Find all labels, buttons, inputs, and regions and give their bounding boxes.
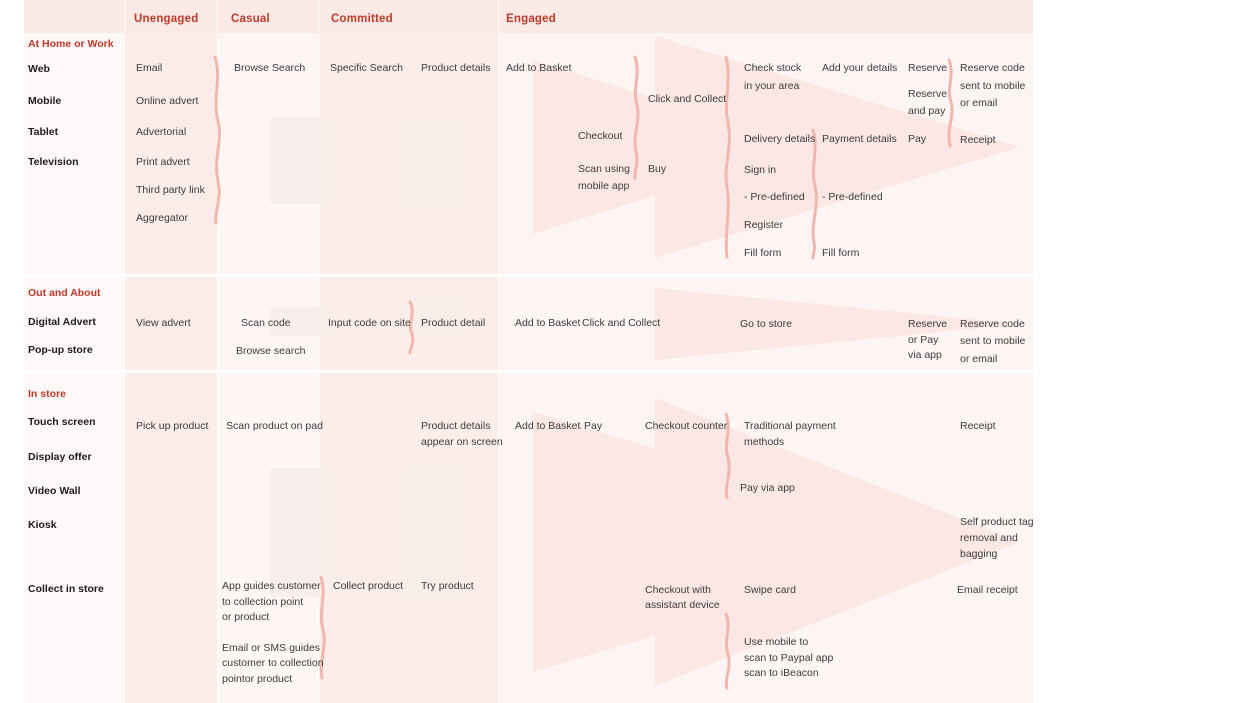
row-label-touch-screen: Touch screen: [28, 416, 96, 428]
cell-store-casual-email-sms-1: Email or SMS guides: [222, 642, 321, 654]
column-header-unengaged: Unengaged: [134, 13, 199, 25]
band-title-store: In store: [28, 388, 66, 400]
placeholder-box-1: [270, 117, 332, 204]
cell-store-casual-email-sms-2: customer to collection: [222, 657, 324, 669]
cell-home-engaged-add-to-basket: Add to Basket: [506, 62, 572, 74]
cell-store-engaged-scan-paypal: scan to Paypal app: [744, 652, 834, 664]
gridline-1: [124, 0, 125, 703]
placeholder-box-3: [136, 55, 203, 230]
brace-icon-mobilepay-store: [721, 612, 735, 690]
funnel-tail-store: [533, 412, 655, 672]
row-label-collect-in-store: Collect in store: [28, 583, 104, 595]
band-title-out: Out and About: [28, 287, 101, 299]
cell-store-committed-collect-product: Collect product: [333, 580, 404, 592]
cell-store-engaged-pay: Pay: [584, 420, 603, 432]
placeholder-box-7: [136, 468, 203, 597]
brace-icon-unengaged-home: [210, 55, 226, 225]
cell-home-committed-product-details: Product details: [421, 62, 491, 74]
cell-home-engaged-delivery-details: Delivery details: [744, 133, 816, 145]
cell-home-engaged-predefined-1: - Pre-defined: [744, 191, 805, 203]
cell-home-unengaged-third-party-link: Third party link: [136, 184, 205, 196]
row-label-video-wall: Video Wall: [28, 485, 81, 497]
cell-store-engaged-self-product-tag: Self product tag: [960, 516, 1034, 528]
cell-home-engaged-reserve-and-pay-1: Reserve: [908, 88, 948, 100]
cell-home-engaged-register: Register: [744, 219, 784, 231]
cell-out-engaged-go-to-store: Go to store: [740, 318, 792, 330]
cell-out-engaged-reserve: Reserve: [908, 318, 948, 330]
cell-home-engaged-scan-using: Scan using: [578, 163, 630, 175]
row-label-tablet: Tablet: [28, 126, 59, 138]
cell-store-committed-appear-on-screen: appear on screen: [421, 436, 503, 448]
cell-store-engaged-assistant-device: assistant device: [645, 599, 720, 611]
cell-out-engaged-add-to-basket: Add to Basket: [515, 317, 581, 329]
cell-home-unengaged-print-advert: Print advert: [136, 156, 190, 168]
brace-icon-checkout-home: [721, 55, 735, 260]
gridline-4: [498, 0, 499, 703]
column-header-engaged: Engaged: [506, 13, 556, 25]
cell-home-engaged-payment-details: Payment details: [822, 133, 897, 145]
cell-store-engaged-swipe-card: Swipe card: [744, 584, 796, 596]
cell-home-engaged-reserve-and-pay-2: and pay: [908, 105, 946, 117]
cell-out-engaged-or-pay: or Pay: [908, 334, 939, 346]
row-label-popup-store: Pop-up store: [28, 344, 93, 356]
cell-home-engaged-reserve: Reserve: [908, 62, 948, 74]
cell-store-casual-app-guides-3: or product: [222, 611, 270, 623]
cell-store-engaged-email-receipt: Email receipt: [957, 584, 1018, 596]
row-label-kiosk: Kiosk: [28, 519, 57, 531]
cell-store-committed-try-product: Try product: [421, 580, 474, 592]
cell-out-engaged-sent-to-mobile: sent to mobile: [960, 335, 1026, 347]
cell-home-engaged-add-your-details: Add your details: [822, 62, 898, 74]
cell-home-engaged-predefined-2: - Pre-defined: [822, 191, 883, 203]
cell-store-engaged-use-mobile-to: Use mobile to: [744, 636, 809, 648]
band-title-home: At Home or Work: [28, 38, 114, 50]
cell-store-casual-app-guides-1: App guides customer: [222, 580, 321, 592]
cell-store-engaged-add-to-basket: Add to Basket: [515, 420, 581, 432]
cell-home-unengaged-aggregator: Aggregator: [136, 212, 188, 224]
cell-out-engaged-via-app: via app: [908, 349, 942, 361]
cell-store-casual-scan-product: Scan product on pad: [226, 420, 323, 432]
cell-home-engaged-checkout: Checkout: [578, 130, 623, 142]
cell-home-engaged-reserve-code: Reserve code: [960, 62, 1025, 74]
cell-store-engaged-receipt: Receipt: [960, 420, 996, 432]
cell-store-engaged-removal-and: removal and: [960, 532, 1018, 544]
cell-home-engaged-mobile-app: mobile app: [578, 180, 630, 192]
cell-store-engaged-pay-via-app: Pay via app: [740, 482, 795, 494]
cell-store-unengaged-pick-up-product: Pick up product: [136, 420, 209, 432]
band-separator-2: [24, 370, 1033, 373]
cell-out-casual-scan-code: Scan code: [241, 317, 291, 329]
cell-store-engaged-scan-ibeacon: scan to iBeacon: [744, 667, 819, 679]
brace-icon-basket-home: [630, 55, 644, 180]
brace-icon-payment-home: [808, 128, 822, 260]
row-label-web: Web: [28, 63, 50, 75]
cell-out-engaged-reserve-code: Reserve code: [960, 318, 1025, 330]
cell-home-unengaged-advertorial: Advertorial: [136, 126, 187, 138]
cell-home-engaged-click-and-collect: Click and Collect: [648, 93, 727, 105]
cell-store-engaged-checkout-counter: Checkout counter: [645, 420, 728, 432]
cell-home-casual-browse-search: Browse Search: [234, 62, 306, 74]
cell-home-engaged-receipt: Receipt: [960, 134, 996, 146]
cell-out-casual-browse-search: Browse search: [236, 345, 306, 357]
cell-store-casual-email-sms-3: pointor product: [222, 673, 293, 685]
cell-home-engaged-check-stock: Check stock: [744, 62, 802, 74]
cell-home-unengaged-online-advert: Online advert: [136, 95, 199, 107]
band-separator-1: [24, 274, 1033, 277]
cell-home-unengaged-email: Email: [136, 62, 163, 74]
cell-out-committed-product-detail: Product detail: [421, 317, 486, 329]
cell-home-engaged-sign-in: Sign in: [744, 164, 777, 176]
row-label-television: Television: [28, 156, 79, 168]
cell-home-committed-specific-search: Specific Search: [330, 62, 403, 74]
row-label-mobile: Mobile: [28, 95, 62, 107]
cell-store-engaged-bagging: bagging: [960, 548, 998, 560]
cell-store-engaged-methods: methods: [744, 436, 785, 448]
row-label-digital-advert: Digital Advert: [28, 316, 96, 328]
cell-store-engaged-checkout-with: Checkout with: [645, 584, 711, 596]
cell-home-engaged-in-your-area: in your area: [744, 80, 800, 92]
cell-store-engaged-traditional-payment: Traditional payment: [744, 420, 836, 432]
cell-home-engaged-sent-to-mobile: sent to mobile: [960, 80, 1026, 92]
cell-home-engaged-buy: Buy: [648, 163, 667, 175]
cell-home-engaged-or-email: or email: [960, 97, 998, 109]
placeholder-box-9: [401, 468, 465, 597]
cell-out-committed-input-code: Input code on site: [328, 317, 411, 329]
column-header-casual: Casual: [231, 13, 270, 25]
cell-store-casual-app-guides-2: to collection point: [222, 596, 304, 608]
cell-home-engaged-pay: Pay: [908, 133, 927, 145]
cell-home-engaged-fill-form-1: Fill form: [744, 247, 782, 259]
cell-out-unengaged-view-advert: View advert: [136, 317, 191, 329]
placeholder-box-2: [401, 117, 465, 207]
cell-out-engaged-click-and-collect: Click and Collect: [582, 317, 661, 329]
column-header-committed: Committed: [331, 13, 393, 25]
cell-store-committed-product-details: Product details: [421, 420, 491, 432]
cell-out-engaged-or-email: or email: [960, 353, 998, 365]
cell-home-engaged-fill-form-2: Fill form: [822, 247, 860, 259]
row-label-display-offer: Display offer: [28, 451, 92, 463]
